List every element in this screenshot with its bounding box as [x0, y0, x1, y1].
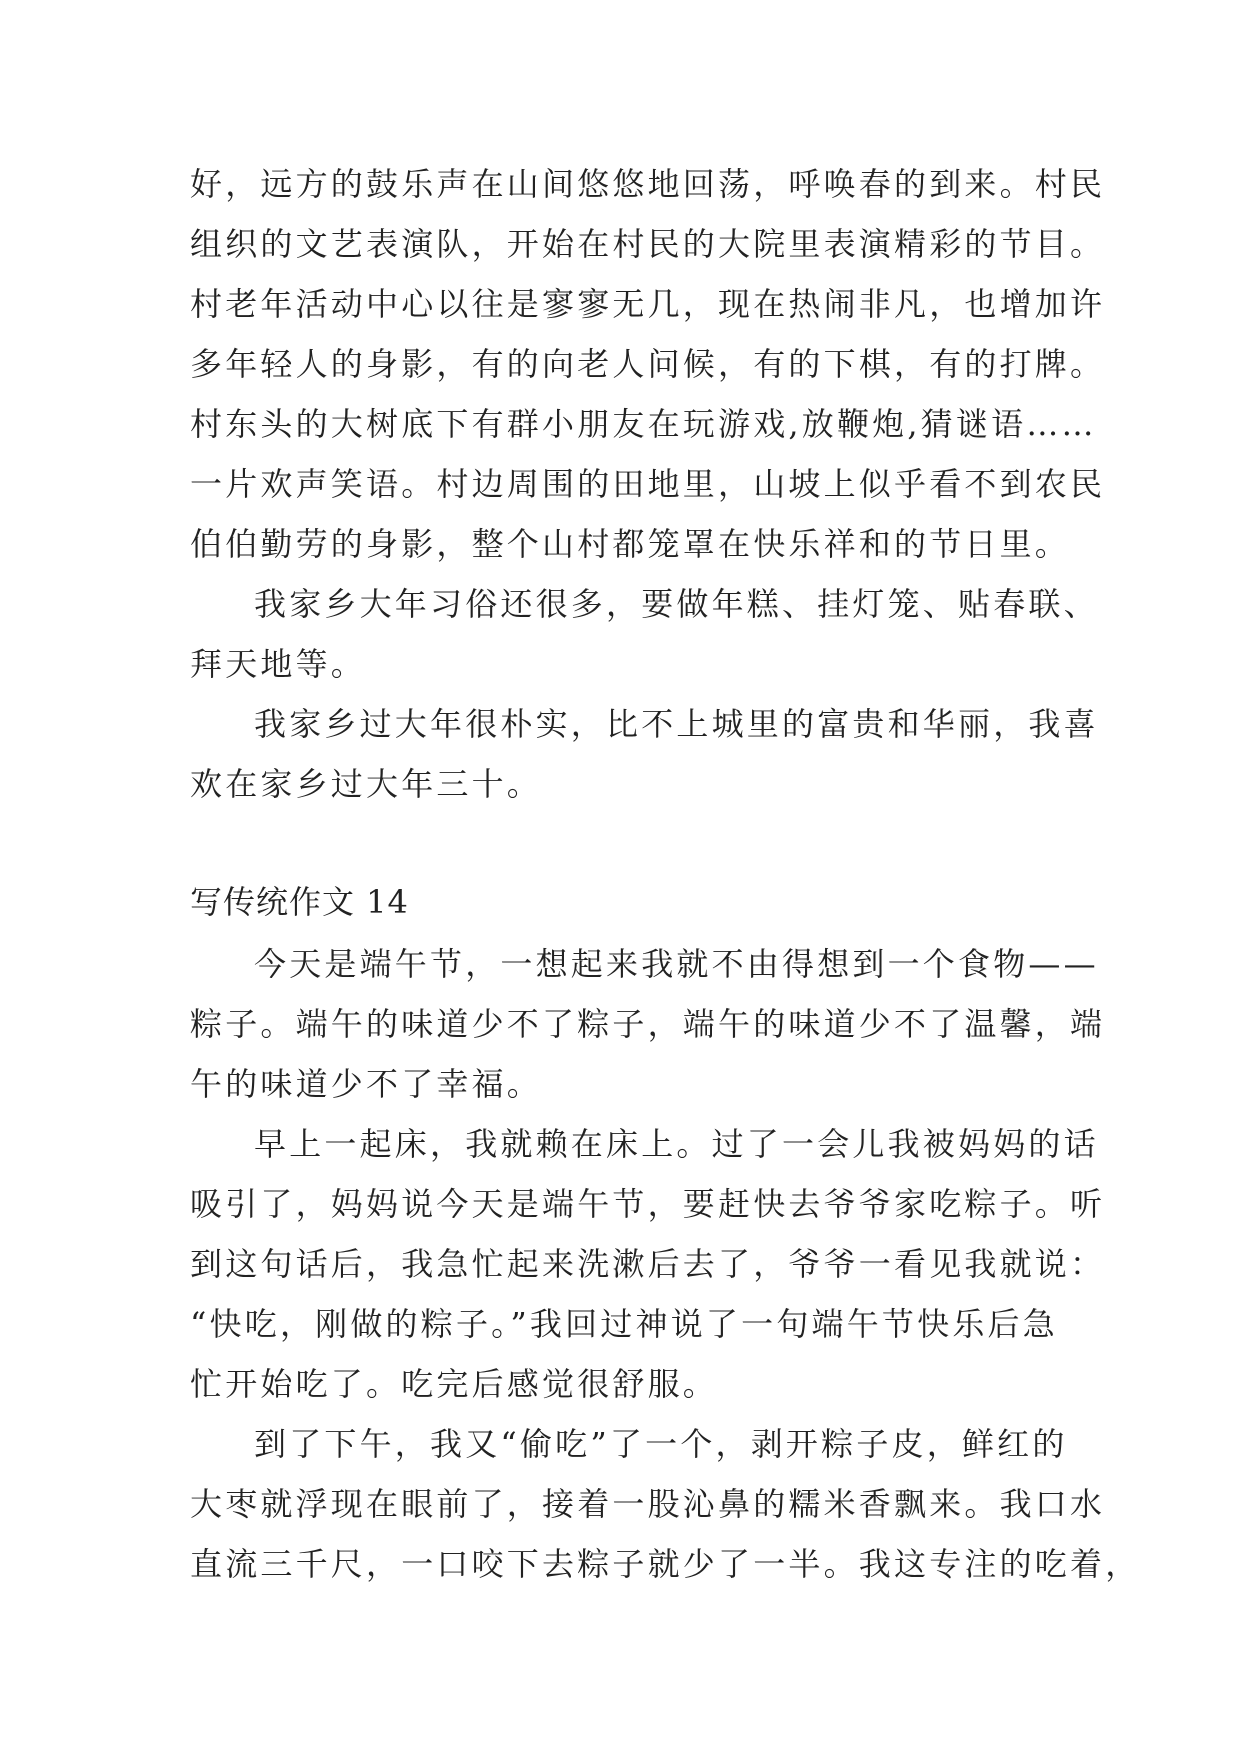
text-line: 到这句话后，我急忙起来洗漱后去了，爷爷一看见我就说：	[190, 1245, 1106, 1283]
section-heading: 写传统作文 14	[190, 883, 409, 921]
text-line: 忙开始吃了。吃完后感觉很舒服。	[190, 1365, 719, 1403]
paragraph-start-line: 早上一起床，我就赖在床上。过了一会儿我被妈妈的话	[254, 1125, 1099, 1163]
paragraph-start-line: 今天是端午节，一想起来我就不由得想到一个食物——	[254, 945, 1099, 983]
text-line: 大枣就浮现在眼前了，接着一股沁鼻的糯米香飘来。我口水	[190, 1485, 1106, 1523]
text-line: 吸引了，妈妈说今天是端午节，要赶快去爷爷家吃粽子。听	[190, 1185, 1106, 1223]
text-line: 拜天地等。	[190, 645, 367, 683]
text-line: 一片欢声笑语。村边周围的田地里，山坡上似乎看不到农民	[190, 465, 1106, 503]
paragraph-start-line: 到了下午，我又“偷吃”了一个，剥开粽子皮，鲜红的	[254, 1425, 1068, 1463]
text-line: “快吃，刚做的粽子。”我回过神说了一句端午节快乐后急	[190, 1305, 1058, 1343]
text-line: 好，远方的鼓乐声在山间悠悠地回荡，呼唤春的到来。村民	[190, 165, 1106, 203]
text-line: 多年轻人的身影，有的向老人问候，有的下棋，有的打牌。	[190, 345, 1106, 383]
paragraph-start-line: 我家乡过大年很朴实，比不上城里的富贵和华丽，我喜	[254, 705, 1099, 743]
paragraph-start-line: 我家乡大年习俗还很多，要做年糕、挂灯笼、贴春联、	[254, 585, 1099, 623]
text-line: 粽子。端午的味道少不了粽子，端午的味道少不了温馨，端	[190, 1005, 1106, 1043]
text-line: 组织的文艺表演队，开始在村民的大院里表演精彩的节目。	[190, 225, 1106, 263]
text-line: 村东头的大树底下有群小朋友在玩游戏,放鞭炮,猜谜语……	[190, 405, 1097, 443]
text-line: 直流三千尺，一口咬下去粽子就少了一半。我这专注的吃着，	[190, 1545, 1141, 1583]
text-line: 午的味道少不了幸福。	[190, 1065, 543, 1103]
text-line: 欢在家乡过大年三十。	[190, 765, 543, 803]
text-line: 村老年活动中心以往是寥寥无几，现在热闹非凡，也增加许	[190, 285, 1106, 323]
text-line: 伯伯勤劳的身影，整个山村都笼罩在快乐祥和的节日里。	[190, 525, 1071, 563]
